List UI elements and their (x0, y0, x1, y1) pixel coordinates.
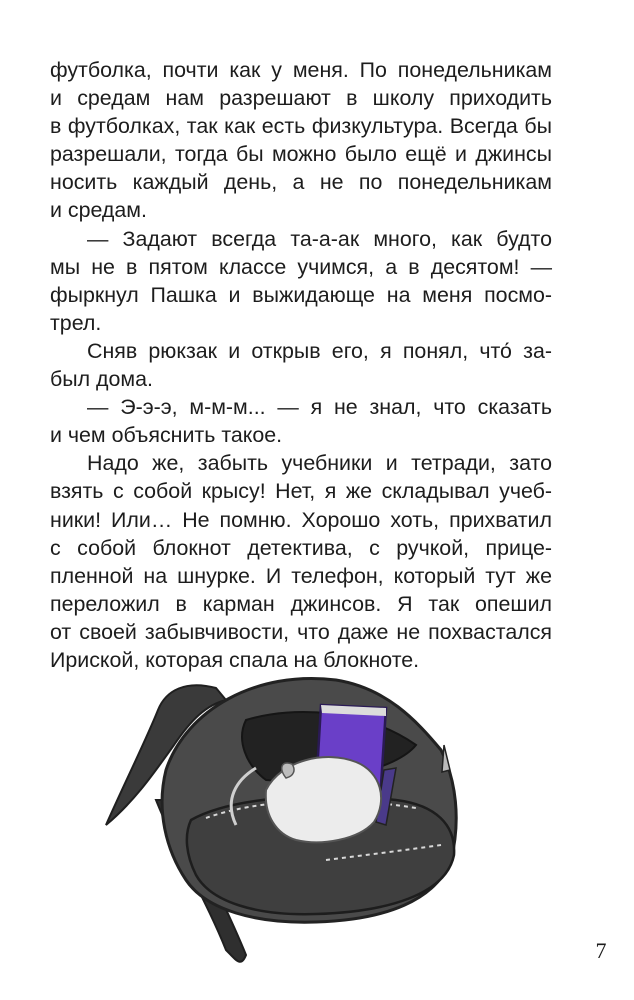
text-line: футболка, почти как у меня. По понедельникам (50, 58, 552, 82)
text-line: и чем объяснить такое. (50, 423, 283, 448)
backpack-illustration (96, 650, 516, 970)
text-line: и средам. (50, 198, 147, 223)
text-line: ники! Или… Не помню. Хорошо хоть, прихватил (50, 507, 552, 532)
text-line: трел. (50, 310, 102, 335)
text-line: Ириской, которая спала на блокноте. (50, 647, 420, 672)
text-line: — Э-э-э, м-м-м... — я не знал, что сказать (87, 395, 552, 420)
rat-ear (282, 763, 294, 778)
text-line: от своей забывчивости, что даже не похвастался (50, 619, 552, 644)
text-line: пленной на шнурке. И телефон, который тут же (50, 563, 552, 588)
text-line: взять с собой крысу! Нет, я же складывал учеб- (50, 479, 552, 504)
text-line: Надо же, забыть учебники и тетради, зато (87, 451, 552, 476)
text-line: в футболках, так как есть физкультура. Всегда бы (50, 114, 552, 139)
text-line: носить каждый день, а не по понедельникам (50, 170, 552, 195)
text-line: и средам нам разрешают в школу приходить (50, 86, 552, 111)
page-number: 7 (595, 938, 607, 963)
text-line: был дома. (50, 367, 153, 392)
page-text (50, 56, 552, 674)
text-line: — Задают всегда та-а-ак много, как будто (87, 226, 552, 251)
zipper-pull (442, 745, 450, 772)
text-line: переложил в карман джинсов. Я так опешил (50, 591, 552, 616)
text-line: разрешали, тогда бы можно было ещё и джинсы (50, 142, 552, 167)
text-line: мы не в пятом классе учимся, а в десятом! — (50, 254, 552, 279)
text-line: фыркнул Пашка и выжидающе на меня посмо- (50, 282, 552, 307)
text-line: с собой блокнот детектива, с ручкой, прице- (50, 535, 552, 560)
text-line: Сняв рюкзак и открыв его, я понял, что́ за- (87, 338, 552, 363)
